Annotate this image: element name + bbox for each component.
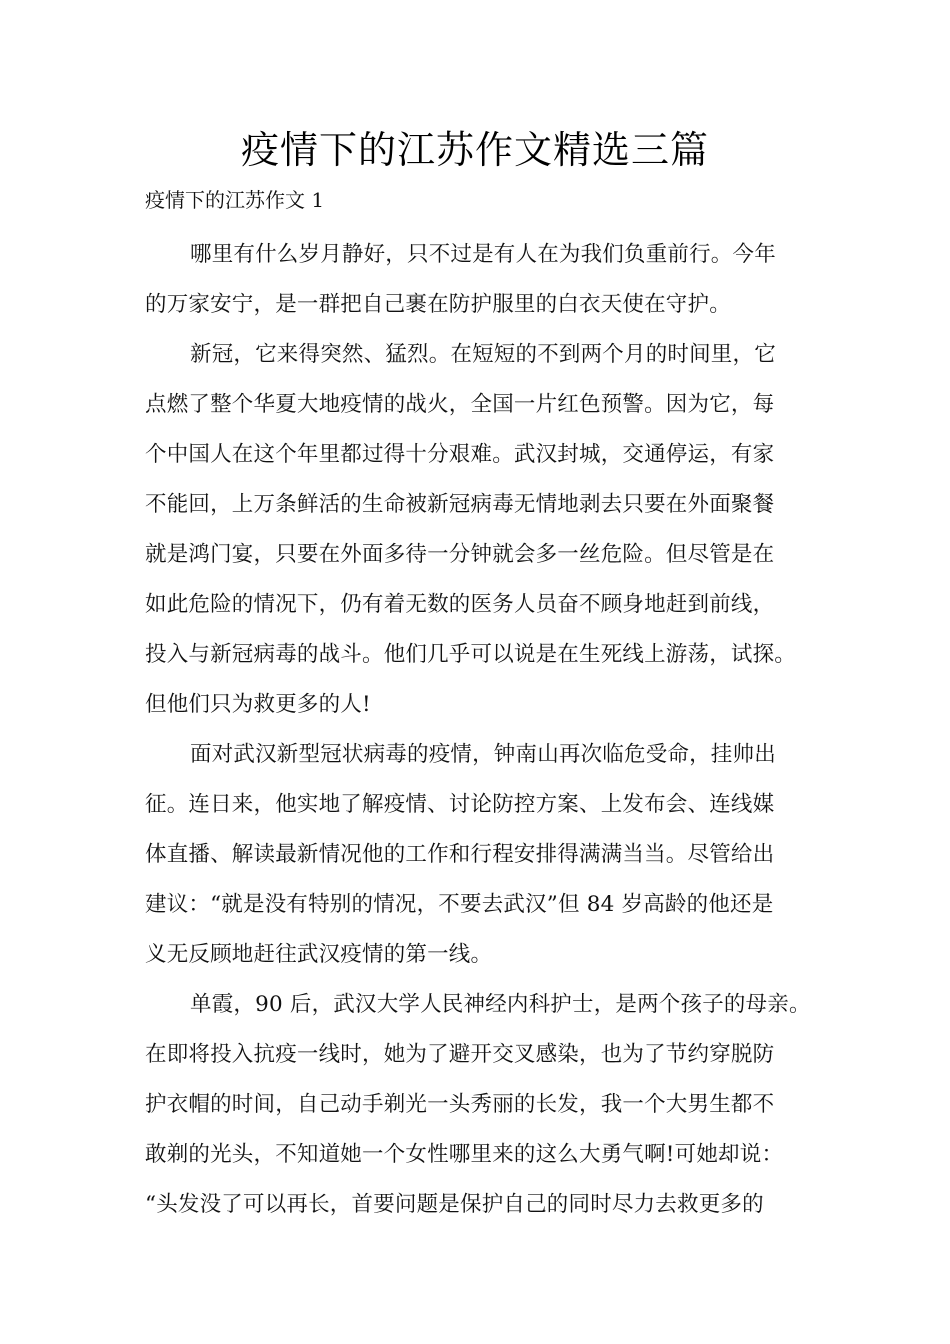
text-line: 建议：“就是没有特别的情况，不要去武汉”但 84 岁高龄的他还是 [145,892,774,917]
text-line: 面对武汉新型冠状病毒的疫情，钟南山再次临危受命，挂帅出 [190,742,776,767]
text-line: 投入与新冠病毒的战斗。他们几乎可以说是在生死线上游荡，试探。 [145,642,797,667]
text-line: 但他们只为救更多的人! [145,692,371,717]
text-line: 体直播、解读最新情况他的工作和行程安排得满满当当。尽管给出 [145,842,775,867]
text-line: 新冠，它来得突然、猛烈。在短短的不到两个月的时间里，它 [190,342,776,367]
text-line: 敢剃的光头，不知道她一个女性哪里来的这么大勇气啊!可她却说： [145,1142,784,1167]
body-text [145,230,825,1230]
text-line: “头发没了可以再长，首要问题是保护自己的同时尽力去救更多的 [145,1192,764,1217]
text-line: 的万家安宁，是一群把自己裹在防护服里的白衣天使在守护。 [145,292,731,317]
text-line: 哪里有什么岁月静好，只不过是有人在为我们负重前行。今年 [190,242,776,267]
text-line: 不能回，上万条鲜活的生命被新冠病毒无情地剥去只要在外面聚餐 [145,492,775,517]
document-title: 疫情下的江苏作文精选三篇 [240,128,709,172]
section-heading: 疫情下的江苏作文 1 [145,188,325,212]
text-line: 如此危险的情况下，仍有着无数的医务人员奋不顾身地赶到前线， [145,592,775,617]
text-line: 个中国人在这个年里都过得十分艰难。武汉封城，交通停运，有家 [145,442,775,467]
text-line: 在即将投入抗疫一线时，她为了避开交叉感染，也为了节约穿脱防 [145,1042,775,1067]
text-line: 点燃了整个华夏大地疫情的战火，全国一片红色预警。因为它，每 [145,392,775,417]
text-line: 护衣帽的时间，自己动手剃光一头秀丽的长发，我一个大男生都不 [145,1092,775,1117]
text-line: 义无反顾地赶往武汉疫情的第一线。 [145,942,493,967]
text-line: 单霞，90 后，武汉大学人民神经内科护士，是两个孩子的母亲。 [190,992,811,1017]
text-line: 就是鸿门宴，只要在外面多待一分钟就会多一丝危险。但尽管是在 [145,542,775,567]
text-line: 征。连日来，他实地了解疫情、讨论防控方案、上发布会、连线媒 [145,792,775,817]
